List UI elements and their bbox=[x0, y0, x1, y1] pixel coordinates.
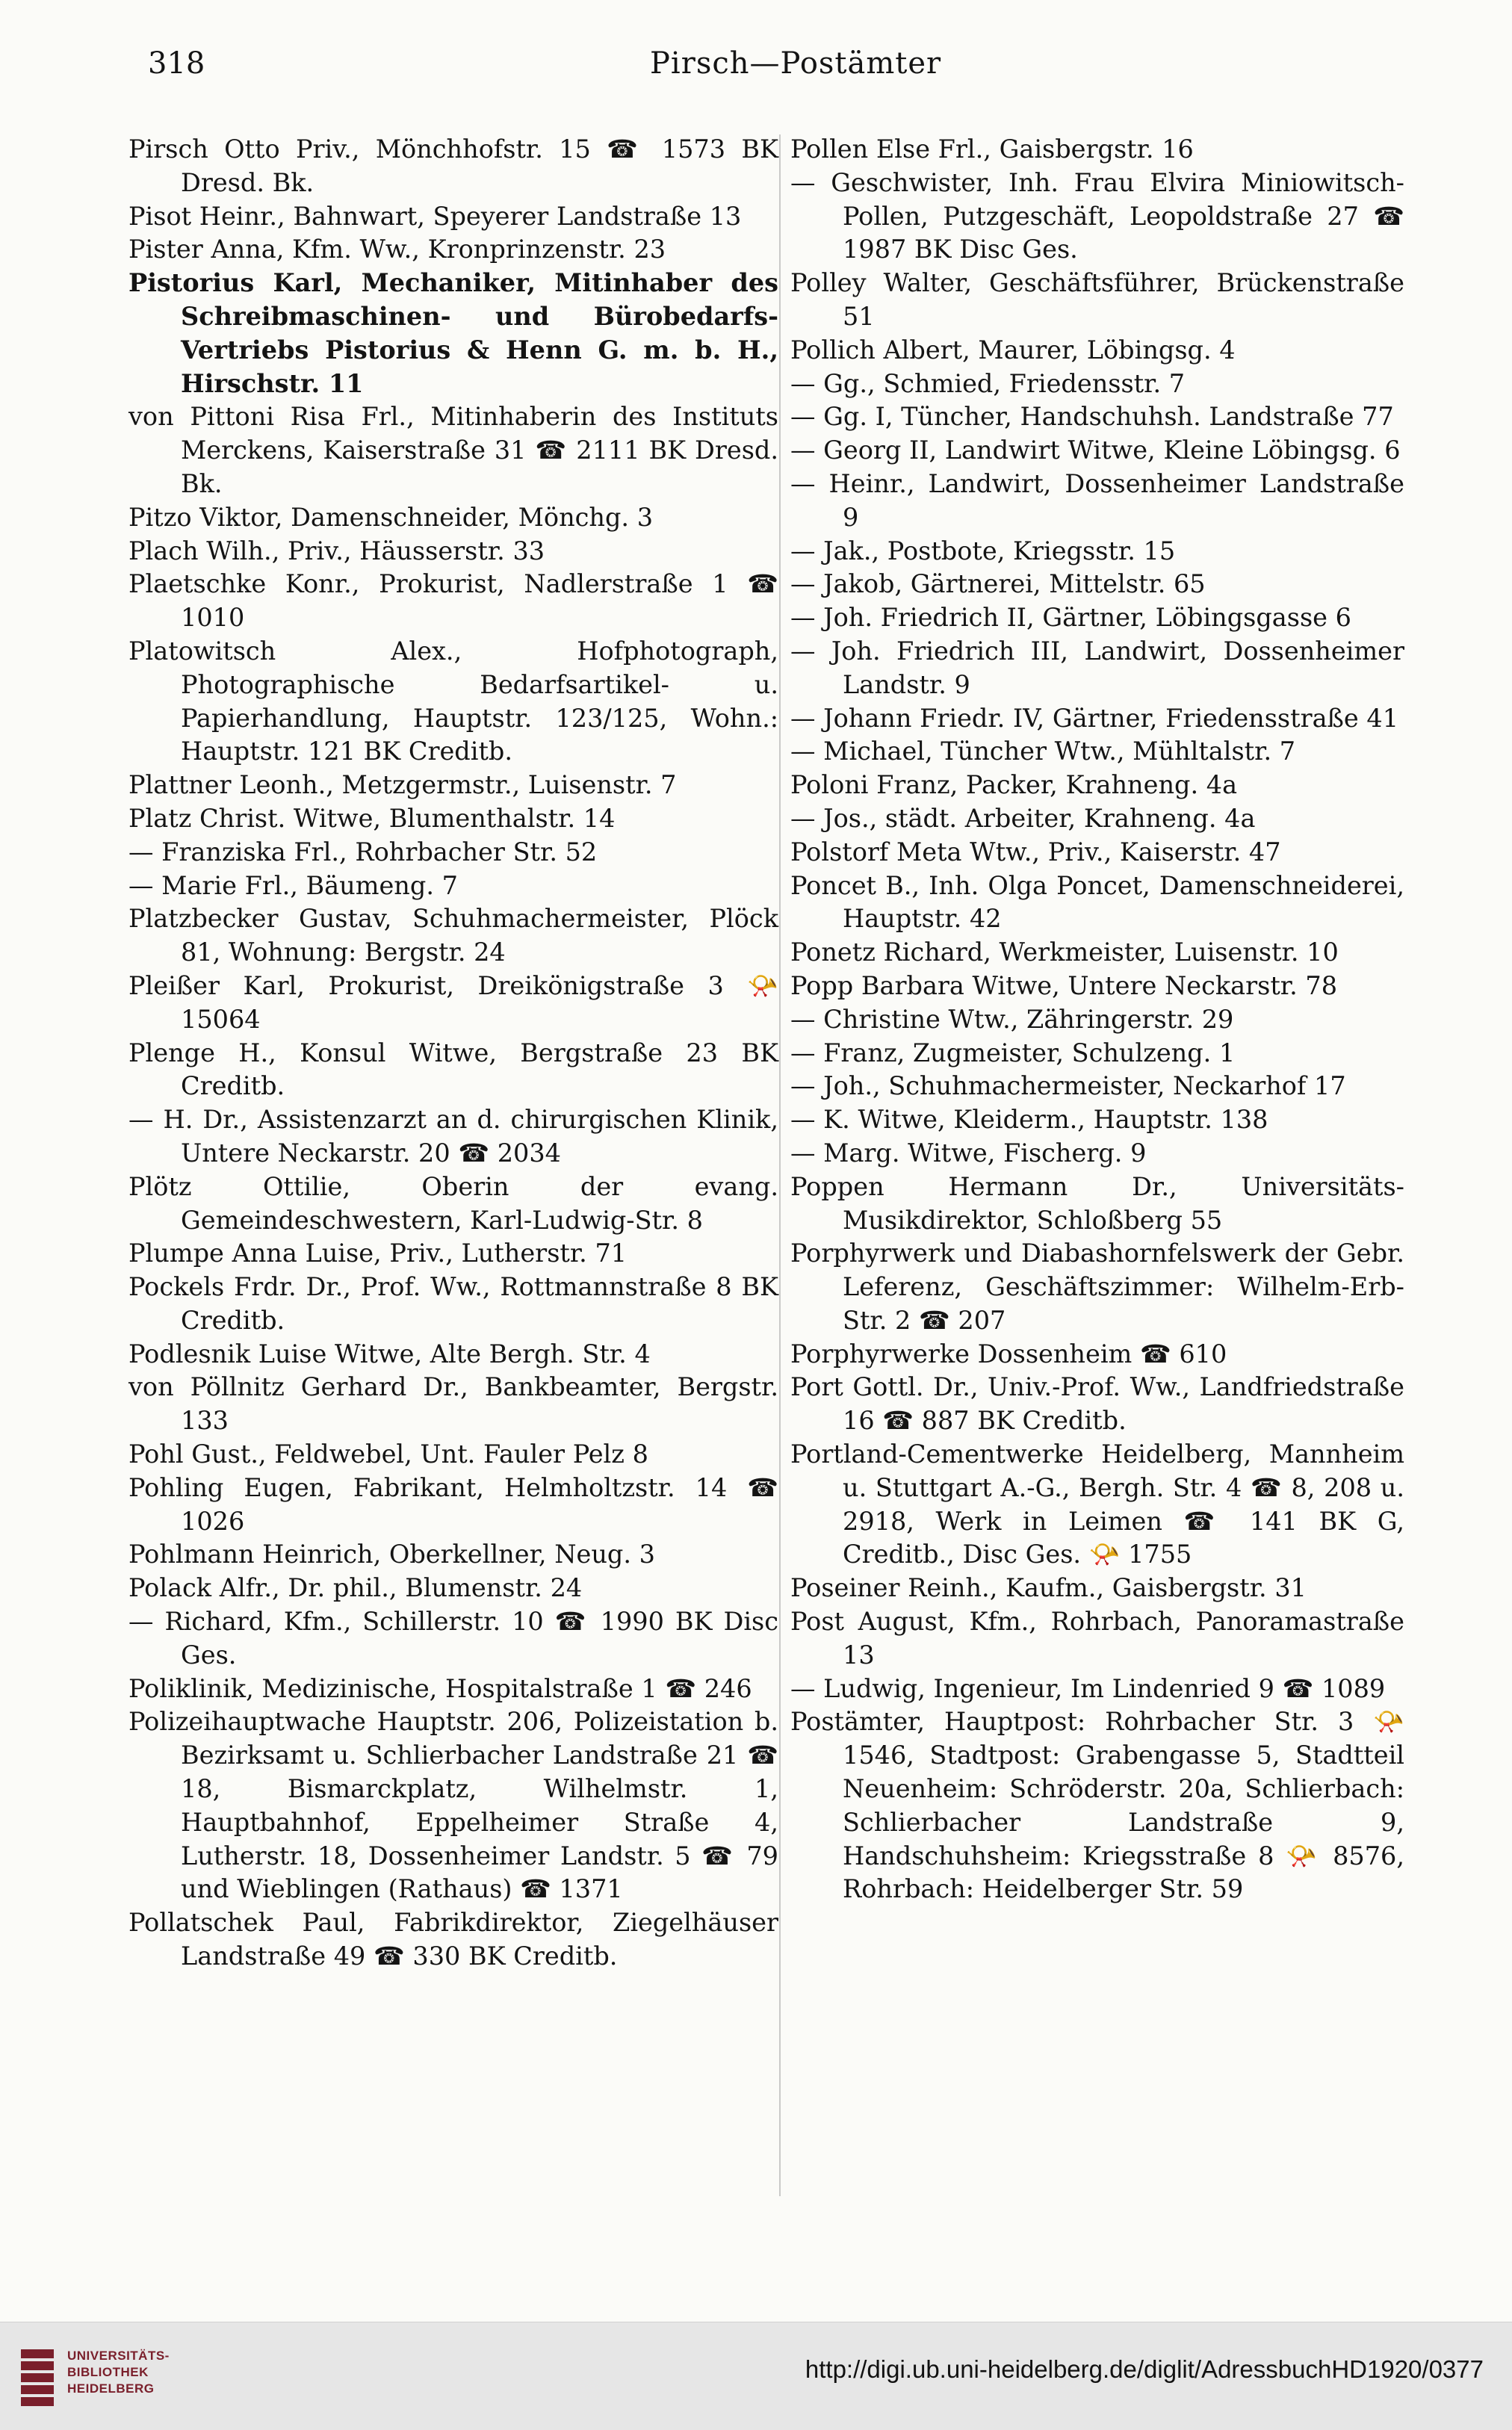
directory-entry: Plenge H., Konsul Witwe, Bergstraße 23 BK Creditb. bbox=[128, 1038, 778, 1101]
directory-entry: Poncet B., Inh. Olga Poncet, Damenschneiderei, Hauptstr. 42 bbox=[790, 870, 1404, 934]
directory-entry: Porphyrwerk und Diabashornfelswerk der Gebr. Leferenz, Geschäftszimmer: Wilhelm-Erb-Str. 2 ☎ 207 bbox=[790, 1239, 1404, 1335]
directory-entry: Plaetschke Konr., Prokurist, Nadlerstraße 1 ☎ 1010 bbox=[128, 569, 778, 633]
directory-entry: Plötz Ottilie, Oberin der evang. Gemeindeschwestern, Karl-Ludwig-Str. 8 bbox=[128, 1171, 778, 1235]
column-divider bbox=[779, 134, 781, 2196]
directory-entry: — H. Dr., Assistenzarzt an d. chirurgischen Klinik, Untere Neckarstr. 20 ☎ 2034 bbox=[128, 1105, 778, 1168]
directory-entry: — Jos., städt. Arbeiter, Krahneng. 4a bbox=[790, 803, 1256, 833]
directory-entry: — Marie Frl., Bäumeng. 7 bbox=[128, 870, 458, 900]
directory-entry: Plattner Leonh., Metzgermstr., Luisenstr. 7 bbox=[128, 770, 677, 800]
directory-entry: Popp Barbara Witwe, Untere Neckarstr. 78 bbox=[790, 970, 1338, 1000]
directory-entry: Portland-Cementwerke Heidelberg, Mannheim u. Stuttgart A.-G., Bergh. Str. 4 ☎ 8, 208 u. 2918, Werk in Leimen ☎ 141 BK G, Creditb., Disc Ges. 📯 1755 bbox=[790, 1439, 1404, 1569]
directory-entry: Post August, Kfm., Rohrbach, Panoramastraße 13 bbox=[790, 1607, 1404, 1670]
directory-entry: — Jak., Postbote, Kriegsstr. 15 bbox=[790, 536, 1176, 565]
directory-entry: — Gg. I, Tüncher, Handschuhsh. Landstraße 77 bbox=[790, 402, 1394, 432]
directory-entry: Pohl Gust., Feldwebel, Unt. Fauler Pelz 8 bbox=[128, 1439, 648, 1469]
directory-entry: — Joh., Schuhmachermeister, Neckarhof 17 bbox=[790, 1071, 1346, 1101]
directory-entry: Poliklinik, Medizinische, Hospitalstraße 1 ☎ 246 bbox=[128, 1673, 752, 1703]
directory-entry: Pollich Albert, Maurer, Löbingsg. 4 bbox=[790, 335, 1236, 365]
directory-entry: Pistorius Karl, Mechaniker, Mitinhaber des Schreibmaschinen- und Bürobedarfs-Vertriebs Pistorius & Henn G. m. b. H., Hirschstr. 11 bbox=[128, 268, 778, 398]
directory-entry: Porphyrwerke Dossenheim ☎ 610 bbox=[790, 1339, 1227, 1369]
directory-entry: Port Gottl. Dr., Univ.-Prof. Ww., Landfriedstraße 16 ☎ 887 BK Creditb. bbox=[790, 1372, 1404, 1436]
directory-entry: Platowitsch Alex., Hofphotograph, Photographische Bedarfsartikel- u. Papierhandlung, Hauptstr. 123/125, Wohn.: Hauptstr. 121 BK Creditb. bbox=[128, 636, 778, 766]
library-logo-icon bbox=[16, 2345, 61, 2412]
directory-entry: — Marg. Witwe, Fischerg. 9 bbox=[790, 1138, 1147, 1168]
library-logo bbox=[16, 2340, 173, 2415]
directory-entry: Pleißer Karl, Prokurist, Dreikönigstraße 3 📯 15064 bbox=[128, 970, 778, 1034]
directory-entry: — Richard, Kfm., Schillerstr. 10 ☎ 1990 BK Disc Ges. bbox=[128, 1607, 778, 1670]
directory-entry: — Johann Friedr. IV, Gärtner, Friedensstraße 41 bbox=[790, 703, 1399, 733]
directory-entry: Poseiner Reinh., Kaufm., Gaisbergstr. 31 bbox=[790, 1573, 1307, 1603]
directory-entry: — Georg II, Landwirt Witwe, Kleine Löbingsg. 6 bbox=[790, 436, 1401, 465]
directory-entry: Pollatschek Paul, Fabrikdirektor, Ziegelhäuser Landstraße 49 ☎ 330 BK Creditb. bbox=[128, 1908, 778, 1971]
directory-entry: Postämter, Hauptpost: Rohrbacher Str. 3 📯 1546, Stadtpost: Grabengasse 5, Stadtteil Neuenheim: Schröderstr. 20a, Schlierbach: Schlierbacher Landstraße 9, Handschuhsheim: Kriegsstraße 8 📯 8576, Rohrbach: Heidelberger Str. 59 bbox=[790, 1707, 1404, 1904]
directory-entry: Ponetz Richard, Werkmeister, Luisenstr. 10 bbox=[790, 937, 1339, 967]
directory-entry: von Pittoni Risa Frl., Mitinhaberin des Instituts Merckens, Kaiserstraße 31 ☎ 2111 BK Dresd. Bk. bbox=[128, 402, 778, 498]
directory-entry: — Joh. Friedrich II, Gärtner, Löbingsgasse 6 bbox=[790, 603, 1351, 633]
directory-entry: — Franziska Frl., Rohrbacher Str. 52 bbox=[128, 837, 598, 867]
source-url-link[interactable]: http://digi.ub.uni-heidelberg.de/diglit/AdressbuchHD1920/0377 bbox=[805, 2355, 1484, 2383]
directory-entry: Pister Anna, Kfm. Ww., Kronprinzenstr. 23 bbox=[128, 235, 666, 264]
directory-entry: Pisot Heinr., Bahnwart, Speyerer Landstraße 13 bbox=[128, 201, 742, 231]
directory-entry: Plach Wilh., Priv., Häusserstr. 33 bbox=[128, 536, 545, 565]
directory-entry: Pirsch Otto Priv., Mönchhofstr. 15 ☎ 1573 BK Dresd. Bk. bbox=[128, 134, 778, 197]
right-column bbox=[790, 133, 1404, 1906]
directory-entry: Poppen Hermann Dr., Universitäts-Musikdirektor, Schloßberg 55 bbox=[790, 1171, 1404, 1235]
directory-entry: Polizeihauptwache Hauptstr. 206, Polizeistation b. Bezirksamt u. Schlierbacher Landstraße 21 ☎ 18, Bismarckplatz, Wilhelmstr. 1, Hauptbahnhof, Eppelheimer Straße 4, Lutherstr. 18, Dossenheimer Landstr. 5 ☎ 79 und Wieblingen (Rathaus) ☎ 1371 bbox=[128, 1707, 778, 1904]
directory-entry: von Pöllnitz Gerhard Dr., Bankbeamter, Bergstr. 133 bbox=[128, 1372, 778, 1436]
logo-line: HEIDELBERG bbox=[67, 2381, 155, 2396]
directory-entry: — Jakob, Gärtnerei, Mittelstr. 65 bbox=[790, 569, 1206, 599]
directory-entry: — Geschwister, Inh. Frau Elvira Miniowitsch-Pollen, Putzgeschäft, Leopoldstraße 27 ☎ 1987 BK Disc Ges. bbox=[790, 167, 1404, 264]
directory-entry: Poloni Franz, Packer, Krahneng. 4a bbox=[790, 770, 1238, 800]
directory-entry: Polstorf Meta Wtw., Priv., Kaiserstr. 47 bbox=[790, 837, 1281, 867]
directory-entry: — Christine Wtw., Zähringerstr. 29 bbox=[790, 1004, 1234, 1034]
left-column bbox=[128, 133, 778, 1974]
directory-entry: Pockels Frdr. Dr., Prof. Ww., Rottmannstraße 8 BK Creditb. bbox=[128, 1272, 778, 1335]
page-number: 318 bbox=[148, 46, 205, 81]
directory-entry: Pitzo Viktor, Damenschneider, Mönchg. 3 bbox=[128, 502, 654, 532]
directory-entry: — Joh. Friedrich III, Landwirt, Dossenheimer Landstr. 9 bbox=[790, 636, 1404, 699]
logo-line: BIBLIOTHEK bbox=[67, 2365, 149, 2379]
directory-entry: Pohling Eugen, Fabrikant, Helmholtzstr. 14 ☎ 1026 bbox=[128, 1472, 778, 1536]
directory-entry: — Ludwig, Ingenieur, Im Lindenried 9 ☎ 1089 bbox=[790, 1673, 1386, 1703]
directory-entry: — Gg., Schmied, Friedensstr. 7 bbox=[790, 368, 1186, 398]
directory-entry: Plumpe Anna Luise, Priv., Lutherstr. 71 bbox=[128, 1239, 628, 1268]
directory-entry: — Heinr., Landwirt, Dossenheimer Landstraße 9 bbox=[790, 468, 1404, 532]
directory-entry: Pollen Else Frl., Gaisbergstr. 16 bbox=[790, 134, 1194, 164]
directory-entry: Polack Alfr., Dr. phil., Blumenstr. 24 bbox=[128, 1573, 583, 1603]
directory-entry: — K. Witwe, Kleiderm., Hauptstr. 138 bbox=[790, 1105, 1268, 1135]
footer-bar bbox=[0, 2322, 1512, 2430]
library-logo-text bbox=[67, 2348, 170, 2397]
page-header bbox=[0, 46, 1512, 91]
logo-line: UNIVERSITÄTS- bbox=[67, 2349, 170, 2363]
running-title: Pirsch—Postämter bbox=[650, 46, 942, 81]
directory-entry: Platz Christ. Witwe, Blumenthalstr. 14 bbox=[128, 803, 616, 833]
directory-entry: Platzbecker Gustav, Schuhmachermeister, Plöck 81, Wohnung: Bergstr. 24 bbox=[128, 904, 778, 967]
directory-entry: — Michael, Tüncher Wtw., Mühltalstr. 7 bbox=[790, 737, 1296, 766]
directory-entry: Pohlmann Heinrich, Oberkellner, Neug. 3 bbox=[128, 1540, 655, 1569]
directory-entry: Polley Walter, Geschäftsführer, Brückenstraße 51 bbox=[790, 268, 1404, 331]
directory-entry: Podlesnik Luise Witwe, Alte Bergh. Str. 4 bbox=[128, 1339, 651, 1369]
directory-entry: — Franz, Zugmeister, Schulzeng. 1 bbox=[790, 1038, 1236, 1067]
